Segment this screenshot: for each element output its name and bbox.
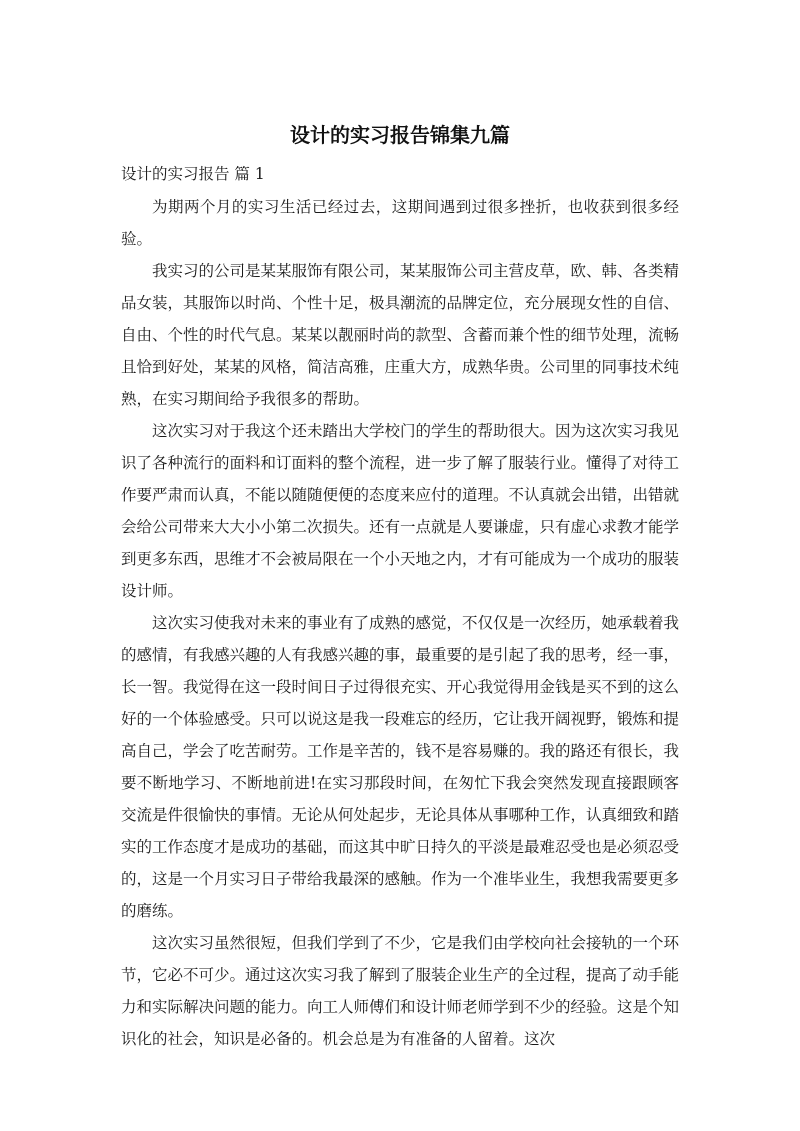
paragraph-company: 我实习的公司是某某服饰有限公司，某某服饰公司主营皮草，欧、韩、各类精品女装，其服饰以时尚、个性十足，极具潮流的品牌定位，充分展现女性的自信、自由、个性的时代气息。某某以靓丽时尚的款型、含蓄而兼个性的细节处理，流畅且恰到好处，某某的风格，简洁高雅，庄重大方，成熟华贵。公司里的同事技术纯熟，在实习期间给予我很多的帮助。	[121, 262, 680, 408]
paragraph-reflection: 这次实习使我对未来的事业有了成熟的感觉，不仅仅是一次经历，她承载着我的感情，有我感兴趣的人有我感兴趣的事，最重要的是引起了我的思考，经一事，长一智。我觉得在这一段时间日子过得很充实、开心我觉得用金钱是买不到的这么好的一个体验感受。只可以说这是我一段难忘的经历，它让我开阔视野，锻炼和提高自己，学会了吃苦耐劳。工作是辛苦的，钱不是容易赚的。我的路还有很长，我要不断地学习、不断地前进!在实习那段时间，在匆忙下我会突然发现直接跟顾客交流是件很愉快的事情。无论从何处起步，无论具体从事哪种工作，认真细致和踏实的工作态度才是成功的基础，而这其中旷日持久的平淡是最难忍受也是必须忍受的，这是一个月实习日子带给我最深的感触。作为一个准毕业生，我想我需要更多的磨练。	[121, 614, 680, 920]
paragraph-intro: 为期两个月的实习生活已经过去，这期间遇到过很多挫折，也收获到很多经验。	[121, 198, 679, 248]
document-title: 设计的实习报告锦集九篇	[290, 123, 510, 147]
section-heading: 设计的实习报告 篇 1	[121, 165, 265, 183]
paragraph-learning: 这次实习对于我这个还未踏出大学校门的学生的帮助很大。因为这次实习我见识了各种流行的面料和订面料的整个流程，进一步了解了服装行业。懂得了对待工作要严肃而认真，不能以随随便便的态度来应付的道理。不认真就会出错，出错就会给公司带来大大小小第二次损失。还有一点就是人要谦虚，只有虚心求教才能学到更多东西，思维才不会被局限在一个小天地之内，才有可能成为一个成功的服装设计师。	[121, 422, 680, 600]
document-body	[121, 191, 679, 1055]
paragraph-summary: 这次实习虽然很短，但我们学到了不少，它是我们由学校向社会接轨的一个环节，它必不可少。通过这次实习我了解到了服装企业生产的全过程，提高了动手能力和实际解决问题的能力。向工人师傅们和设计师老师学到不少的经验。这是个知识化的社会，知识是必备的。机会总是为有准备的人留着。这次	[121, 934, 680, 1048]
